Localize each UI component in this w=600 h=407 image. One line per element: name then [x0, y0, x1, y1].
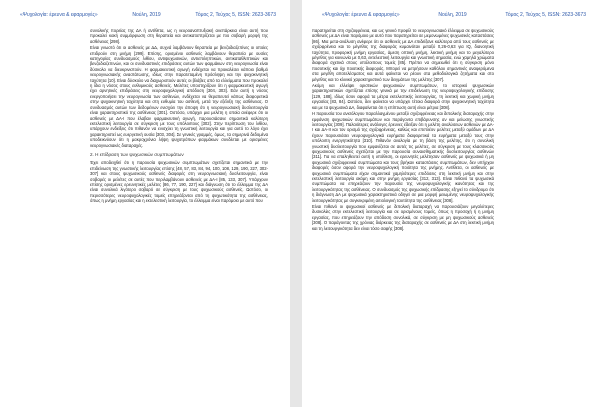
left-page-header — [20, 12, 276, 18]
body-paragraph: Ακόμη και ελλείψει οριστικών ψυχωσικών συμπτωμάτων, το ιστορικό ψυχωσικών χαρακτηριστικών σχετίζεται επίσης γενικά με την επιδείνωση της νευροψυχολογικής επίδοσης [129, 188], ιδίως όσον αφορά τα μέτρα εκτελεστικής λειτουργίας, τη λεκτική και χωρική μνήμη εργασίας [83, 84]. Ωστόσο, δεν φαίνεται να υπάρχει τέτοια διαφορά στην ψυχοκινητική ταχύτητα και με τα ψυχωσικά ΔΑ, διαφαίνεται ότι η επίπτωση αυτή είναι μέτρια [308]. — [312, 83, 494, 110]
body-paragraph: παρατηρείται στη σχιζοφρένεια, και ως γενικό προφίλ το νευρογνωσιακό έλλειμμα σε ψυχωσικούς ασθενείς με ΔΑ είναι παρόμοιο με αυτό που παρατηρείται σε μεμονωμένες ψυχωσικές καταστάσεις [86]. Μια μετα-ανάλυση ανέφερε ότι οι ασθενείς με ΔΑ επιδείξανε καλύτερα από τους ασθενείς με σχιζοφρένεια και το μέγεθος της διαφοράς κυμαινόταν μεταξύ 0,26-0,63 για IQ, διανοητική ταχύτητα, προφορική μνήμη εργασίας, άμεση οπτική μνήμη, λεκτική μνήμη και το μεγαλύτερο μέγεθος για κοινωνία με 0,63, εκτελεστική λειτουργία και γνωστική σημασία, ενώ χαμηλά χρώματα διαφορά σχετικά στους υπόλοιπους τομείς [85]. Πρέπει να σημειωθεί ότι η σύγκριση μόνο ποσοτικής και όχι ποιοτικής διαφοράς. Μπορεί να μετρήσουν καθόλου σημαντικές αναφερόμενα στα μεγέθη αποτελέσματος και αυτά φαίνεται να ρέουν στα μεθοδολογικά ζητήματα και στο μέγεθος και το κλινικό χαρακτηριστικό των δειγμάτων της μελέτης [307]. — [312, 28, 494, 82]
section-heading: 2. Η επίδραση των ψυχωσικών συμπτωμάτων — [90, 151, 184, 157]
volume-issn: Τόμος 2, Τεύχος 5, ISSN: 2623-3673 — [505, 12, 586, 18]
author-year: Νούλη, 2019 — [132, 12, 161, 18]
right-page — [302, 0, 600, 407]
volume-issn: Τόμος 2, Τεύχος 5, ISSN: 2623-3673 — [195, 12, 276, 18]
left-page-body — [90, 28, 268, 205]
body-paragraph: Είναι γνωστό ότι οι ασθενείς με ΔΔ, συχνά λαμβάνουν θεραπεία με βενζοδιαζεπίνες οι οποίες επιδρούν στη μνήμη [299]. Επίσης, ορισμένοι ασθενείς λαμβάνουν θεραπεία με ουσίες κατηγορίας συνδυασμούς λιθίου, αντιψυχωσικών, αντιεπιληπτικών, αντικαταθλιπτικών και βενζοδιαζεπινών, και οι συνδυαστικές επιδράσεις αυτών των φαρμάκων στη νευρογνωσία είναι δύσκολο να διευκρινιστούν. Η φαρμακευτική αγωγή ενδέχεται να προκαλέσει κάποιο βαθμό νευρογνωσιακής αναστάτωσης, ιδίως στην παρατεταμένη πρόσληψη και την ψυχοκινητική ταχύτητα [10]. Είναι δύσκολο να διαχωριστούν αυτές οι βλάβες από τα ελλείμματα που προκαλεί η ίδια η νόσος στους ευθυμικούς ασθενείς. Μελέτες υποστηρίζουν ότι η φαρμακευτική αγωγή έχει αρνητικές επιδράσεις στη νευροψυχολογική απόδοση [304, 303]. Εάν αυτή η νόσος ενεργοποιήσει την νευρογνωσία των ασθενών, ενδέχεται να θεραπευτεί κάπως διαφορετικά στην ψυχοκινητική ταχύτητα και στη ευθυμία του ασθενή, μετά την εξέλιξη της ασθένειας. Ο συνδυασμός αυτών των δεδομένων ενισχύει την άποψη ότι η νευρογνωσιακή δυσλειτουργία είναι χαρακτηριστικό της ασθένειας [301]. Οστόσο, υπάρχει μια μελέτη η οποία ανέφερε ότι οι ασθενείς με ΔΑ-Ι που έλαβαν φαρμακευτική αγωγή, παρουσιάσανε σημαντικά καλύτερη εκτελεστική λειτουργία σε σύγκριση με τους υπόλοιπους [302]. Στην περίπτωση του λιθίου, υπάρχουν ενδείξεις ότι πιθανόν να ενισχύει τη γνωστική λειτουργία και για αυτό το λόγο έχει χαρακτηριστεί ως ευεργετική ουσία [303, 304]. Σε γενικές γραμμές, όμως, τα σημερινά δεδομένα υποδεικνύουν ότι η μακροχρόνια λήψη ψυχοτρόπων φαρμάκων συνδέεται με ορισμένες νευρογνωσιακές διαταραχές. — [90, 45, 268, 148]
right-page-body — [312, 28, 494, 232]
body-paragraph: Η παρουσία του ανισόλογου παραλλαγμένου μεταξύ σχιζοφρένειας και διπολικής διαταραχής στην εμφάνιση ψυχωτικών συμπτωμάτων και παράγοντα επιβάρυνσης αν και μείωσης γνωστικής λειτουργίας [309]. Παλαιότερες ανάλογες έρευνες έδειξαν ότι η μελέτη αναλύσεων ασθενών με ΔΑ-Ι και ΔΑ-ΙΙ και τον ορισμό της σχιζοφρένειας, καθώς και επιπλέον μελέτες μεταξύ ομάδων με ΔΑ έχουν παρουσιάσει νευροψυχολογικά ευρήματα διαφορετικά τα ευρήματα μεταξύ τους στην υπόλοιπη ενεργητικότητα [310]. Πιθανόν αναλογία με τη βάση της μελέτης, ότι η συνολική γνωστική δυσλειτουργία που εμφανίζεται σε αυτές τις μελέτες, σε σύγκριση με τους κλασσικούς ψυχωσικούς ασθενείς σχετίζεται με την παρουσία συναισθηματικής δυσλειτουργίας ασθενών [311]. Για να επαληθευτεί αυτή η υπόθεση, οι ερευνητές μελέτησαν ασθενείς με ψυχωσικά ή μη ψυχωσικά σχιζοφρενικά συμπτώματα και τους βρήκαν καταστάσεις συμπτωμάτων, δεν υπήρχαν διαφορές όσον αφορά την νευροψυχολογική ποιότητα της μνήμης. Αντίθετα, οι ασθενείς με ψυχωσικά συμπτώματα είχαν σημαντικά χαμηλότερες επιδόσεις στη λεκτική μνήμη και στην εκτελεστική λειτουργία ακόμη και στην μνήμη εργασίας [312, 313]. Είναι πιθανό τα ψυχωσικά συμπτώματα να επηρεάζουν την παρουσία της νευροψυχολογικής ικανότητας και της λειτουργικότητας της ασθένειας. Ο συνδυασμός της ψυχωσικής επίδρασης εξηγεί το σύνδρομο ότι η διάγνωση ΔΑ με ψυχωσικά χαρακτηριστικά οδηγεί σε μια μορφή μειωμένης νευροψυχολογικής λειτουργικότητας με συγκεκριμένη αιτιολογική ταυτότητα της ασθένειας [308]. — [312, 111, 494, 203]
body-paragraph: Είναι πιθανό οι ψυχωσικοί ασθενείς με διπολική διαταραχή να παρουσιάζουν μεγαλύτερες δυσκολίες στην εκτελεστική λειτουργία και σε ορισμένους τομείς, όπως η προσοχή ή η μνήμη εργασίας, που επηρεάζουν την απόδοση συνολικά, σε σύγκριση με μη ψυχωσικούς ασθενείς [308]. Ο παράγοντας της χρόνιας διάρκειας της διαταραχής σε ασθενείς με ΔΑ στη λεκτική μνήμη και τη λειτουργικότητα δεν είναι τόσο σαφής [308]. — [312, 204, 494, 231]
body-paragraph: συνολικής πορείας της ΔΑ ή αντίθετα, ως η νευροαναπτυξιακή ανεπάρκεια είναι αυτή που προκαλεί κακή συμμόρφωση στη θεραπεία και αντικατοπτρίζεται με πιο σοβαρή μορφή της ασθένειας [298]. — [90, 28, 268, 44]
right-page-header — [322, 12, 586, 18]
left-page — [0, 0, 290, 407]
author-year: Νούλη, 2019 — [438, 12, 467, 18]
journal-title: «Ψυχολογία: έρευνα & εφαρμογές» — [322, 12, 400, 18]
journal-title: «Ψυχολογία: έρευνα & εφαρμογές» — [20, 12, 98, 18]
body-paragraph: Έχει αποδειχθεί ότι η παρουσία ψυχωσικών συμπτωμάτων σχετίζεται σημαντικά με την επιδείνωση της γνωστικής λειτουργίας επίσης [48, 57, 83, 84, 94, 100, 108, 129, 190, 227, 302-307] και στους ψυχωσικούς ασθενείς διαφορές στη νευρογνωσιακή δυσλειτουργία, είναι σοβαρές οι μελέτες σε αυτές που περιλαμβάνουν ασθενείς με ΔΑ-Ι [85, 133, 307]. Υπάρχουν επίσης ορισμένες ερευνητικές μελέτες [86, 77, 190, 227] και διάγνωση ότι το έλλειμμα της ΔΑ είναι συνολικά λιγότερο σοβαρό σε σύγκριση με τους ψυχωσικούς ασθενείς. Ωστόσο, οι περισσότερες νευροψυχολογικές τομείς επηρεάζονται από τη ψυχωτικότητα της ασθένειας, όπως η μνήμη εργασίας και η εκτελεστική λειτουργία, το έλλειμμα είναι παρόμοιο με αυτό που — [90, 160, 268, 204]
